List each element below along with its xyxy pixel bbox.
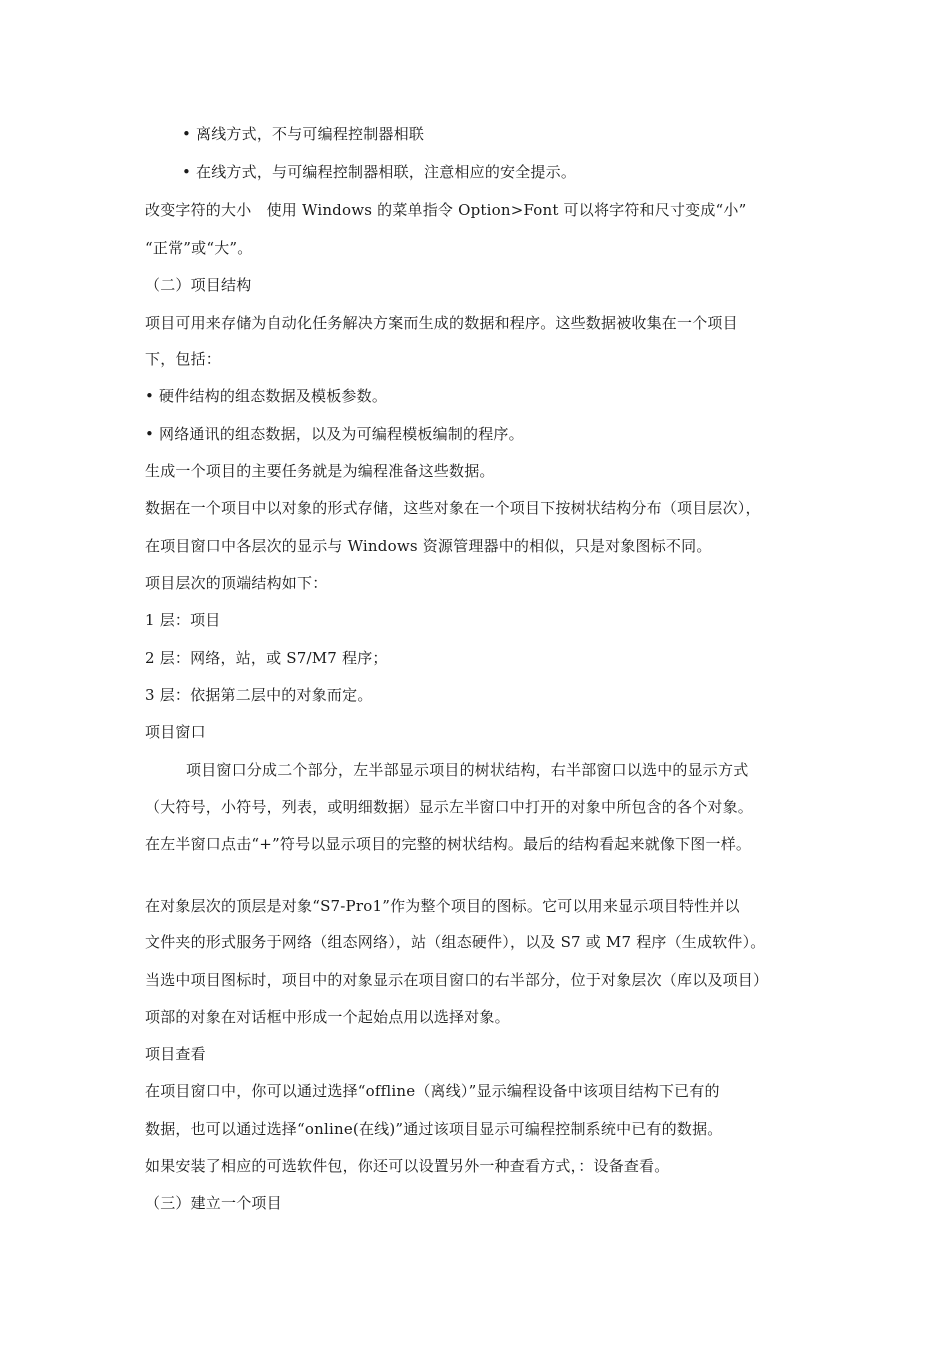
section-heading-create-project: （三）建立一个项目 [145, 1194, 282, 1212]
paragraph-project-view-cont2: 如果安装了相应的可选软件包，你还可以设置另外一种查看方式，：设备查看。 [145, 1157, 670, 1175]
paragraph-object-storage-cont: 在项目窗口中各层次的显示与 Windows 资源管理器中的相似，只是对象图标不同。 [145, 537, 712, 555]
level-2: 2 层：网络，站，或 S7/M7 程序； [145, 649, 388, 667]
bullet-offline-mode: • 离线方式，不与可编程控制器相联 [182, 125, 425, 143]
bullet-network-config: • 网络通讯的组态数据，以及为可编程模板编制的程序。 [145, 425, 524, 443]
paragraph-font-size-cont: “正常”或“大”。 [145, 239, 253, 257]
paragraph-project-intro: 项目可用来存储为自动化任务解决方案而生成的数据和程序。这些数据被收集在一个项目 [145, 314, 738, 332]
section-heading-project-structure: （二）项目结构 [145, 276, 252, 294]
paragraph-object-hierarchy-cont2: 当选中项目图标时，项目中的对象显示在项目窗口的右半部分，位于对象层次（库以及项目） [145, 971, 769, 989]
paragraph-project-view: 在项目窗口中，你可以通过选择“offline（离线）”显示编程设备中该项目结构下已有的 [145, 1082, 720, 1100]
paragraph-project-view-cont: 数据，也可以通过选择“online(在线)”通过该项目显示可编程控制系统中已有的数据。 [145, 1120, 723, 1138]
bullet-hardware-config: • 硬件结构的组态数据及模板参数。 [145, 387, 388, 405]
paragraph-main-task: 生成一个项目的主要任务就是为编程准备这些数据。 [145, 462, 495, 480]
heading-project-window: 项目窗口 [145, 723, 206, 741]
bullet-online-mode: • 在线方式，与可编程控制器相联，注意相应的安全提示。 [182, 163, 577, 181]
paragraph-project-intro-cont: 下，包括： [145, 350, 222, 368]
level-3: 3 层：依据第二层中的对象而定。 [145, 686, 373, 704]
heading-project-view: 项目查看 [145, 1045, 206, 1063]
paragraph-project-window-cont2: 在左半窗口点击“+”符号以显示项目的完整的树状结构。最后的结构看起来就像下图一样。 [145, 835, 752, 853]
paragraph-project-window: 项目窗口分成二个部分，左半部显示项目的树状结构，右半部窗口以选中的显示方式 [186, 761, 749, 779]
paragraph-font-size: 改变字符的大小 使用 Windows 的菜单指令 Option>Font 可以将字符和尺寸变成“小” [145, 201, 747, 219]
level-1: 1 层：项目 [145, 611, 221, 629]
paragraph-object-hierarchy-cont: 文件夹的形式服务于网络（组态网络），站（组态硬件），以及 S7 或 M7 程序（生成软件）。 [145, 933, 766, 951]
paragraph-object-hierarchy: 在对象层次的顶层是对象“S7-Pro1”作为整个项目的图标。它可以用来显示项目特性并以 [145, 897, 740, 915]
paragraph-object-storage: 数据在一个项目中以对象的形式存储，这些对象在一个项目下按树状结构分布（项目层次）， [145, 499, 761, 517]
paragraph-top-structure: 项目层次的顶端结构如下： [145, 574, 328, 592]
paragraph-object-hierarchy-cont3: 项部的对象在对话框中形成一个起始点用以选择对象。 [145, 1008, 510, 1026]
paragraph-project-window-cont: （大符号，小符号，列表，或明细数据）显示左半窗口中打开的对象中所包含的各个对象。 [145, 798, 754, 816]
